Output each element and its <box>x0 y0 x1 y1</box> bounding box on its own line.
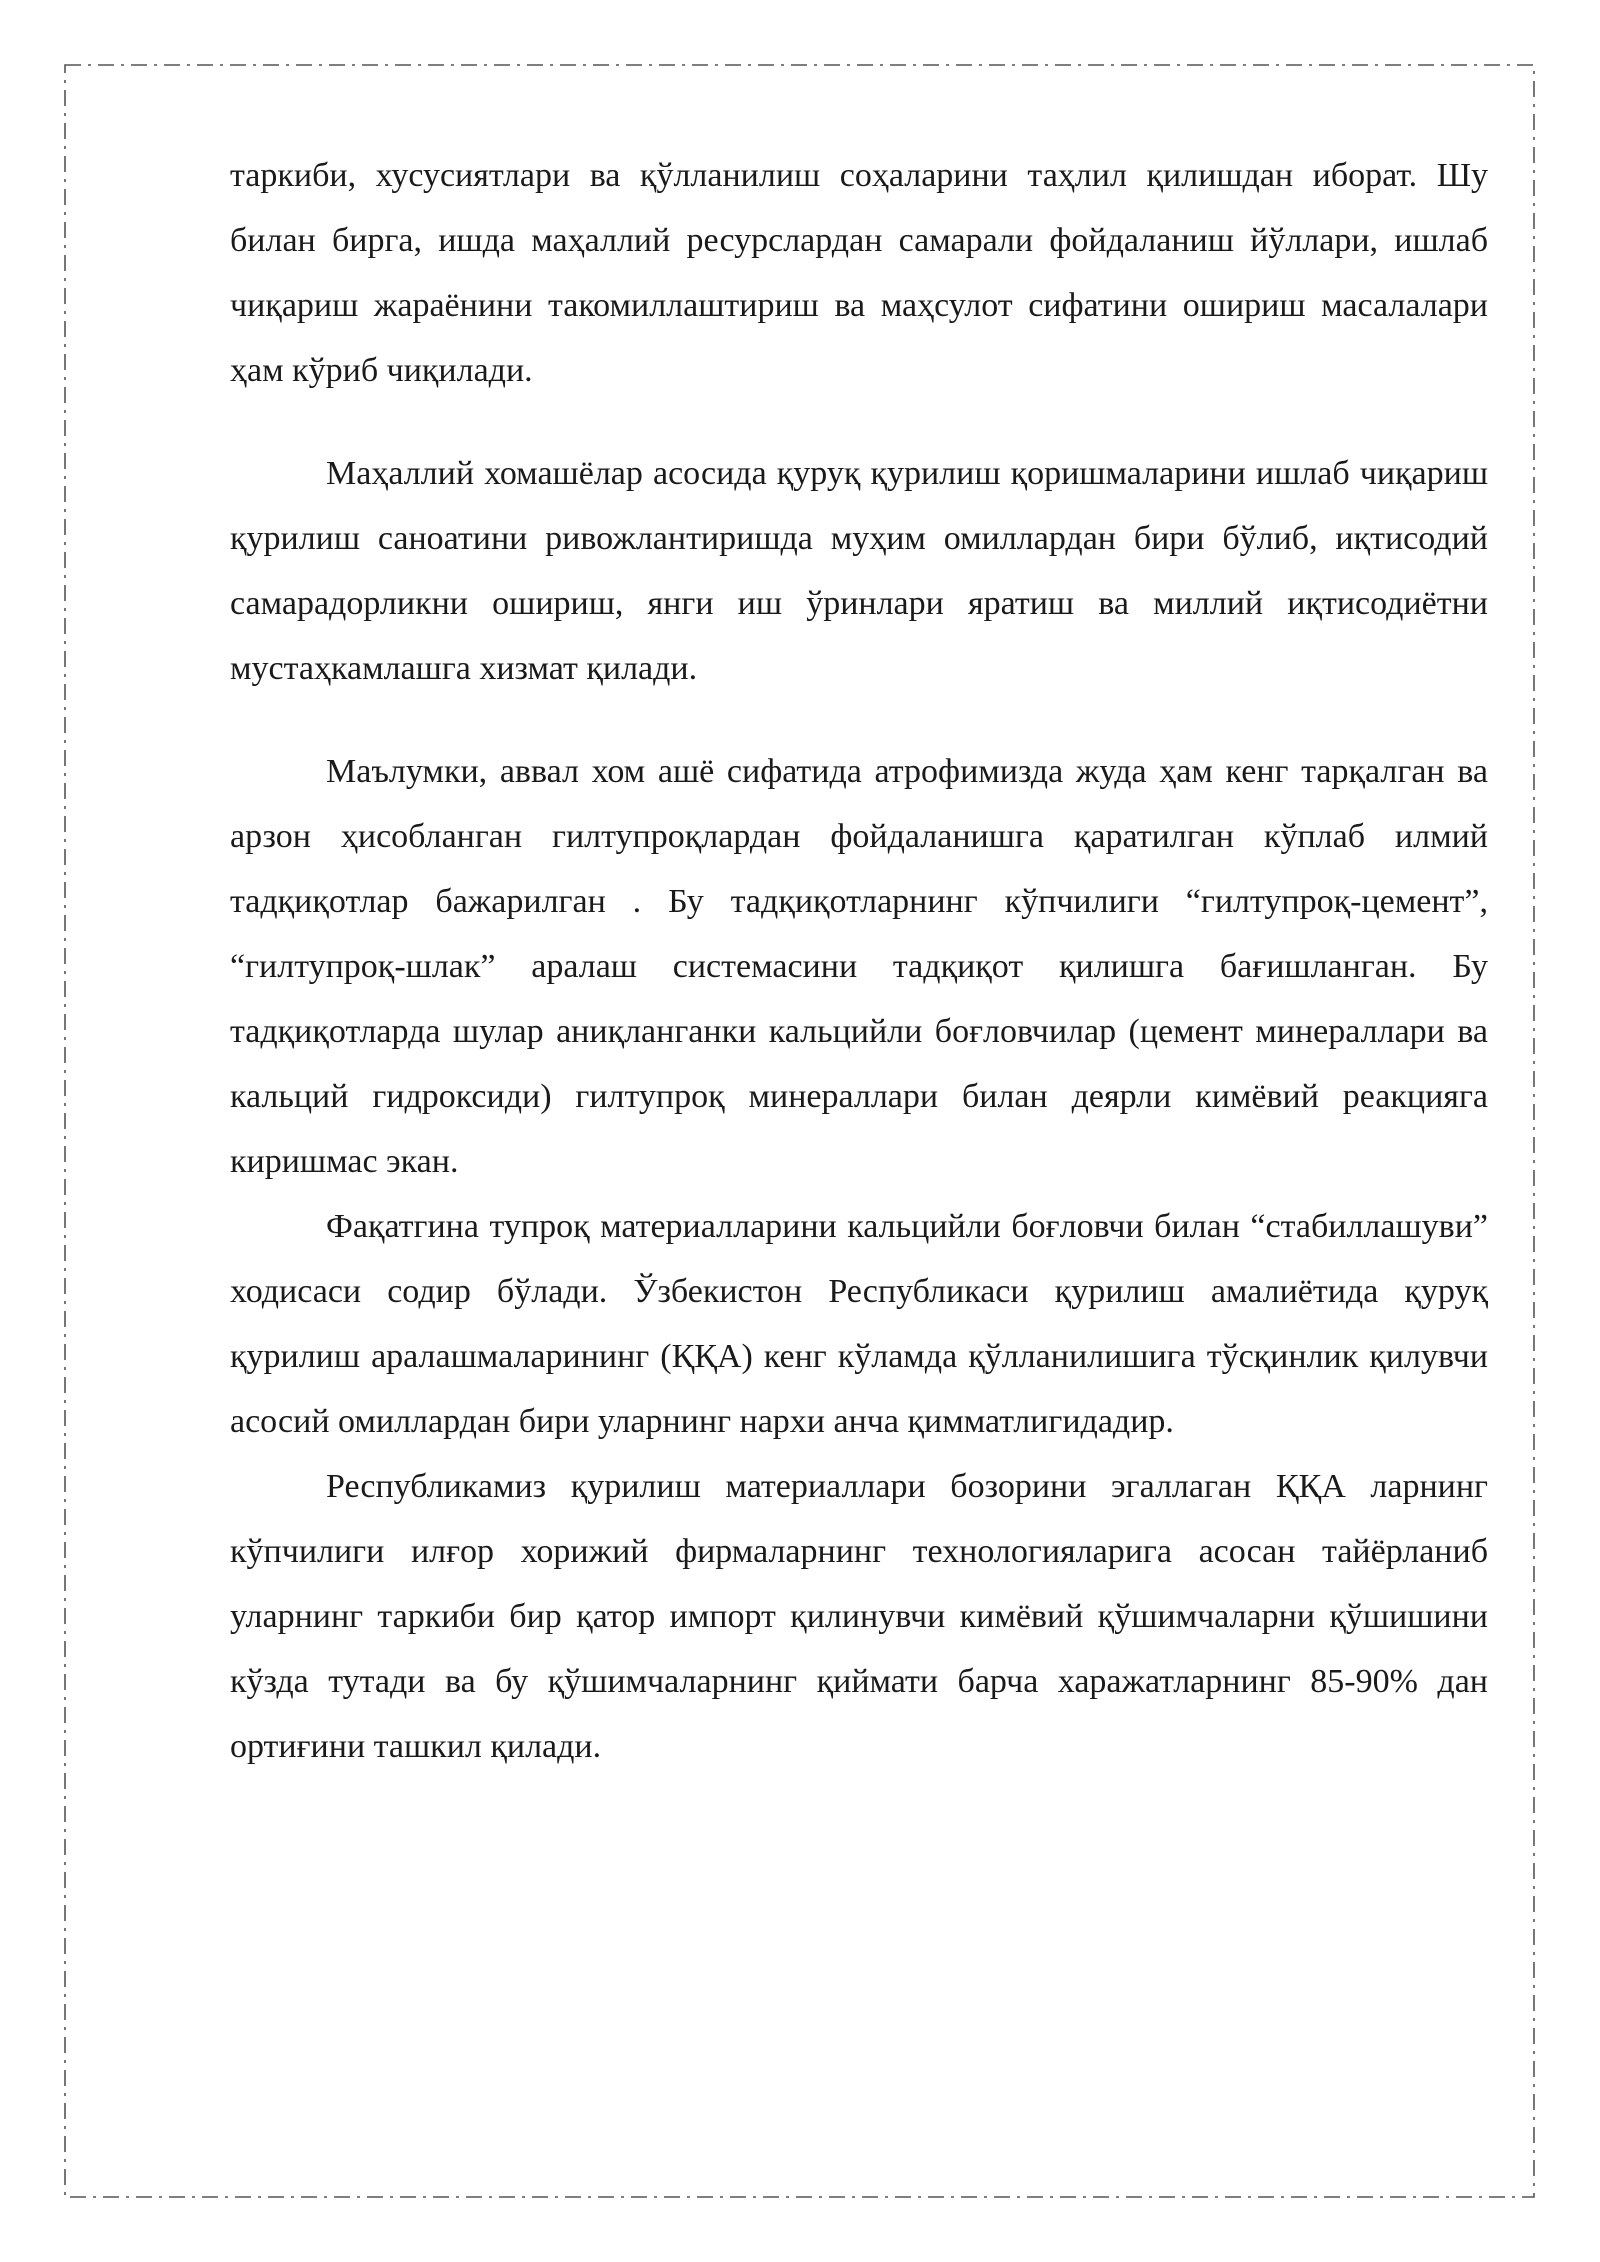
paragraph-2: Маҳаллий хомашёлар асосида қуруқ қурилиш қоришмаларини ишлаб чиқариш қурилиш саноатини ривожлантиришда муҳим омиллардан бири бўлиб, иқтисодий самарадорликни ошириш, янги иш ўринлари яратиш ва миллий иқтисодиётни мустаҳкамлашга хизмат қилади. <box>230 455 1488 687</box>
paragraph-5: Республикамиз қурилиш материаллари бозорини эгаллаган ҚҚА ларнинг кўпчилиги илғор хорижий фирмаларнинг технологияларига асосан тайёрланиб уларнинг таркиби бир қатор импорт қилинувчи кимёвий қўшимчаларни қўшишини кўзда тутади ва бу қўшимчаларнинг қиймати барча харажатларнинг 85-90% дан ортиғини ташкил қилади. <box>230 1468 1488 1765</box>
paragraph-3: Маълумки, аввал хом ашё сифатида атрофимизда жуда ҳам кенг тарқалган ва арзон ҳисобланган гилтупроқлардан фойдаланишга қаратилган кўплаб илмий тадқиқотлар бажарилган . Бу тадқиқотларнинг кўпчилиги “гилтупроқ-цемент”, “гилтупроқ-шлак” аралаш системасини тадқиқот қилишга бағишланган. Бу тадқиқотларда шулар аниқланганки кальцийли боғловчилар (цемент минераллари ва кальций гидроксиди) гилтупроқ минераллари билан деярли кимёвий реакцияга киришмас экан. <box>230 753 1488 1180</box>
paragraph-4: Фақатгина тупроқ материалларини кальцийли боғловчи билан “стабиллашуви” ходисаси содир бўлади. Ўзбекистон Республикаси қурилиш амалиётида қуруқ қурилиш аралашмаларининг (ҚҚА) кенг кўламда қўлланилишига тўсқинлик қилувчи асосий омиллардан бири уларнинг нархи анча қимматлигидадир. <box>230 1208 1488 1440</box>
paragraph-1: таркиби, хусусиятлари ва қўлланилиш соҳаларини таҳлил қилишдан иборат. Шу билан бирга, ишда маҳаллий ресурслардан самарали фойдаланиш йўллари, ишлаб чиқариш жараёнини такомиллаштириш ва маҳсулот сифатини ошириш масалалари ҳам кўриб чиқилади. <box>230 157 1488 389</box>
document-body <box>230 143 1488 1779</box>
